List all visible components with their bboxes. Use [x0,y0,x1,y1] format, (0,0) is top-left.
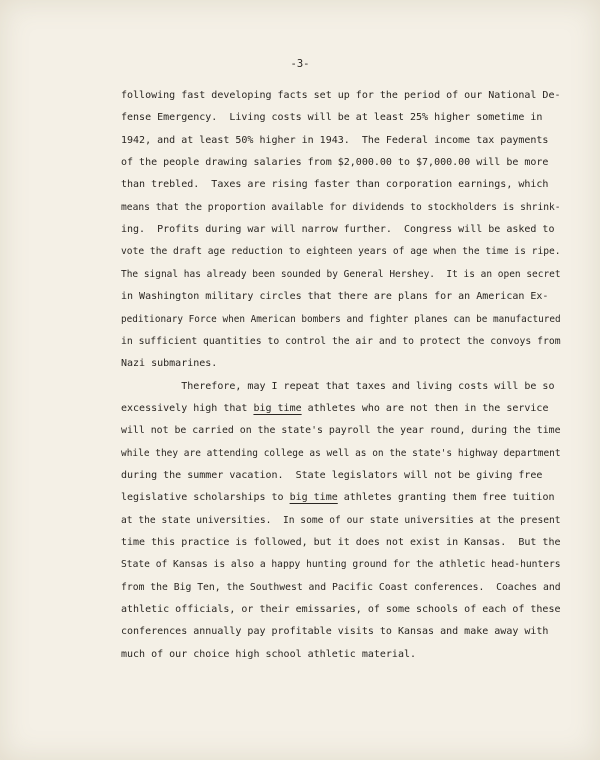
text-line [121,246,561,258]
text-line [121,135,548,147]
text-line [121,604,561,616]
text-run: of the people drawing salaries from $2,000.00 to $7,000.00 will be more [121,157,549,169]
text-run: athletic officials, or their emissaries, of some schools of each of these [121,604,561,616]
text-line [121,224,554,236]
text-line [121,90,561,102]
text-run: during the summer vacation. State legislators will not be giving free [121,469,543,481]
text-line [121,291,548,303]
text-line [121,112,542,124]
text-run: than trebled. Taxes are rising faster than corporation earnings, which [121,179,549,191]
text-run: time this practice is followed, but it does not exist in Kansas. But the [121,537,561,548]
text-run: following fast developing facts set up for the period of our National De- [121,90,561,101]
text-run: at the state universities. In some of our state universities at the present [121,514,561,526]
text-line [121,559,561,571]
text-line [121,403,548,415]
text-run: in Washington military circles that there are plans for an American Ex- [121,291,549,303]
text-run: peditionary Force when American bombers and fighter planes can be manufactured [121,313,561,325]
text-run: in sufficient quantities to control the air and to protect the convoys from [121,335,561,347]
text-run: conferences annually pay profitable visits to Kansas and make away with [121,626,549,638]
text-run: fense Emergency. Living costs will be at least 25% higher sometime in [121,112,543,124]
text-run: 1942, and at least 50% higher in 1943. The Federal income tax payments [121,134,549,146]
text-run: will not be carried on the state's payroll the year round, during the time [121,425,561,437]
text-run: excessively high that [121,402,254,414]
text-line [121,626,548,638]
text-run: much of our choice high school athletic material. [121,648,417,660]
text-run: vote the draft age reduction to eighteen years of age when the time is ripe. [121,246,561,258]
text-run: athletes granting them free tuition [337,492,555,504]
text-line [121,448,561,460]
text-line [121,425,561,437]
text-run: Therefore, may I repeat that taxes and living costs will be so [121,380,555,392]
text-line [121,358,217,370]
text-line [121,157,548,169]
text-run: Nazi submarines. [121,358,218,370]
text-line [121,202,561,214]
text-line [121,381,554,393]
text-run: legislative scholarships to [121,492,290,504]
text-line [121,537,561,549]
text-line [121,649,416,661]
text-line [121,515,561,527]
text-run: from the Big Ten, the Southwest and Pacific Coast conferences. Coaches and [121,581,561,593]
text-line [121,492,555,504]
underlined-text: big time [289,492,338,504]
text-run: ing. Profits during war will narrow further. Congress will be asked to [121,224,555,236]
underlined-text: big time [253,402,302,414]
text-line [121,582,561,594]
page-number: -3- [290,58,310,70]
text-line [121,470,542,482]
text-run: State of Kansas is also a happy hunting ground for the athletic head-hunters [121,559,561,571]
text-run: The signal has already been sounded by General Hershey. It is an open secret [121,268,561,280]
text-line [121,336,561,348]
text-run: athletes who are not then in the service [301,402,549,414]
text-run: while they are attending college as well as on the state's highway department [121,447,561,459]
text-line [121,314,561,326]
text-line [121,269,561,281]
text-line [121,179,548,191]
text-run: means that the proportion available for dividends to stockholders is shrink- [121,201,561,213]
